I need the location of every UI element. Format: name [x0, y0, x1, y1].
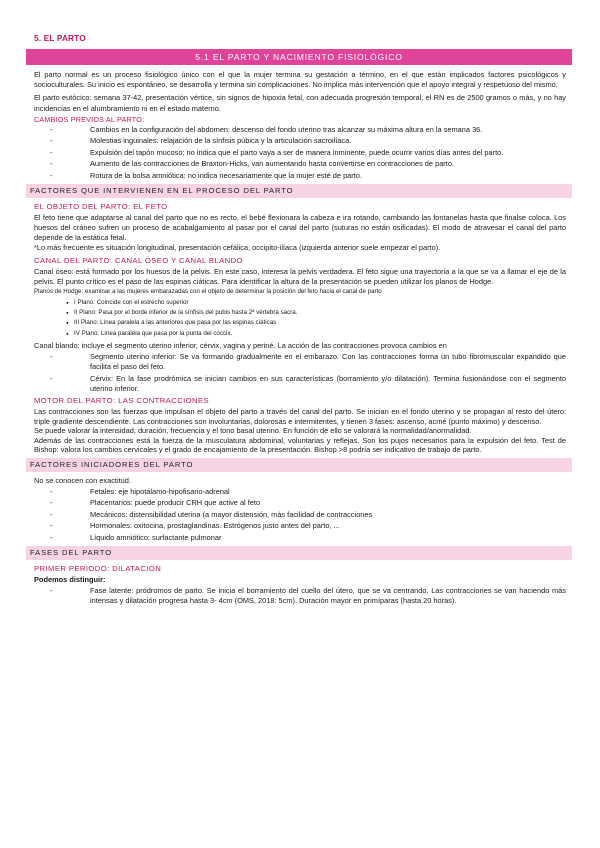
- section-heading: 5. EL PARTO: [34, 34, 86, 43]
- iniciadores-list: [34, 487, 566, 543]
- iniciadores-intro: No se conocen con exactitud.: [34, 475, 131, 485]
- list-item: - Expulsión del tapón mucoso; no indica que el parto vaya a ser de manera inminente, puede ocurrir varios días antes del parto.: [34, 148, 566, 158]
- list-item: - Molestias inguinales: relajación de la sínfisis púbica y la articulación sacroilíaca.: [34, 136, 566, 146]
- motor-title: MOTOR DEL PARTO: LAS CONTRACCIONES: [34, 395, 210, 405]
- list-item: - Aumento de las contracciones de Braxton-Hicks, van aumentando hasta convertirse en contracciones de parto.: [34, 159, 566, 169]
- list-item: ● II Plano: Pasa por el borde inferior de la sínfisis del pubis hasta 2ª vértebra sacra.: [34, 308, 566, 318]
- list-item: - Cérvix: En la fase prodrómica se inician cambios en sus características (borramiento y/o dilatación). Termina fusionándose con el segmento uterino inferior.: [34, 374, 566, 394]
- eutocico-paragraph: El parto eutócico: semana 37-42, presentación vértice, sin signos de hipoxia fetal, con adecuada progresión temporal, el RN es de 2500 gramos o más, y no hay incidencias en el alumbramiento ni en el estado materno.: [34, 93, 566, 113]
- objeto-title: EL OBJETO DEL PARTO: EL FETO: [34, 201, 168, 211]
- list-item: ● I Plano: Coincide con el estrecho superior: [34, 298, 566, 308]
- list-item: - Segmento uterino inferior: Se va formando gradualmente en el embarazo. Con las contracciones forma un tubo fibromuscular expandido que facilita el paso del feto.: [34, 352, 566, 372]
- cambios-list: [34, 125, 566, 181]
- list-item: ● IV Plano: Línea paralela que pasa por la punta del cóccix.: [34, 329, 566, 339]
- hodge-list: [34, 298, 566, 340]
- canal-oseo-paragraph: Canal óseo: está formado por los huesos de la pelvis. En este caso, interesa la pelvis verdadera. El feto sigue una trayectoria a la que se va a llamar el eje de la pelvis. El punto crítico es el paso de las espinas ciáticas. Para identificar la altura de la presentación se pueden utilizar los planos de Hodge.: [34, 266, 566, 286]
- section-banner: 5.1 EL PARTO Y NACIMIENTO FISIOLÓGICO: [26, 49, 572, 65]
- objeto-paragraph: El feto tiene que adaptarse al canal del parto que no es recto, el bebé flexionara la cabeza e ira rotando, cambiando las fontanelas hasta que finalse coloca. Los huesos del cráneo sufren un proceso de acabalgamiento al pasar por el canal del parto (suturas no están osificadas). El modo de atravesar el canal del parto depende de la estática fetal.: [34, 212, 566, 243]
- motor-paragraph-2: Se puede valorar la intensidad, duración, frecuencia y el tono basal uterino. En función de ello se valorará la normalidad/anormalidad.: [34, 426, 472, 436]
- motor-paragraph-1: Las contracciones son las fuerzas que impulsan el objeto del parto a través del canal del parto. Se inician en el fondo uterino y se propagan al resto del útero: triple gradiente descendiente. Las contracciones son involuntarias, dolorosas e intermitentes, y tienen 3 fases: ascenso, acmé (punto máximo) y descenso.: [34, 406, 566, 426]
- list-item: - Fetales: eje hipotálamo-hipofisario-adrenal: [34, 487, 566, 497]
- intro-paragraph: El parto normal es un proceso fisiológico único con el que la mujer termina su gestación a término, en el que están implicados factores psicológicos y socioculturales. Su inicio es espontáneo, se desarrolla y termina sin complicaciones. No implica más intervención que el apoyo integral y respetuoso del mismo.: [34, 70, 566, 90]
- motor-paragraph-3: Además de las contracciones está la fuerza de la musculatura abdominal, voluntarias y reflejas. Son los pujos necesarios para la expulsión del feto. Test de Bishop: valora los cambios cervicales y el grado de encajamiento de la presentación. Bishop >8 podría ser indicativo de trabajo de parto.: [34, 435, 566, 455]
- list-item: - Placentarios: puede producir CRH que active al feto: [34, 498, 566, 508]
- primer-periodo-title: PRIMER PERIODO: DILATACIÓN: [34, 563, 162, 573]
- hodge-intro: Planos de Hodge: examinar a las mujeres embarazadas con el objeto de determinar la posición del feto hacia el canal de parto: [34, 288, 382, 296]
- objeto-note: *Lo más frecuente es situación longitudinal, presentación cefálica, occipito-ilíaca (izquierda anterior suele empezar el parto).: [34, 243, 441, 253]
- cambios-title: CAMBIOS PREVIOS AL PARTO:: [34, 114, 145, 124]
- canal-blando-paragraph: Canal blando: incluye el segmento uterino inferior, cérvix, vagina y periné. La acción de las contracciones provoca cambios en: [34, 341, 447, 351]
- list-item: - Cambios en la configuración del abdomen: descenso del fondo uterino tras alcanzar su máxima altura en la semana 36.: [34, 125, 566, 135]
- list-item: - Rotura de la bolsa amniótica: no indica necesariamente que la mujer esté de parto.: [34, 171, 566, 181]
- list-item: - Fase latente: pródromos de parto. Se inicia el borramiento del cuello del útero, que se va centrando. Las contracciones se van haciendo más intensas y dilatación progresa hasta 3- 4cm (OMS, 2018: 5cm). Duración mayor en primíparas (hasta 20 horas).: [34, 586, 566, 606]
- list-item: - Líquido amniótico: surfactante pulmonar: [34, 533, 566, 543]
- list-item: ● III Plano: Línea paralela a las anteriores que pasa por las espinas ciáticas: [34, 318, 566, 328]
- list-item: - Mecánicos: distensibilidad uterina (a mayor distensión, más facilidad de contracciones: [34, 510, 566, 520]
- podemos-label: Podemos distinguir:: [34, 574, 106, 584]
- fases-list: [34, 586, 566, 606]
- iniciadores-section-bar: FACTORES INICIADORES DEL PARTO: [26, 458, 572, 472]
- canal-title: CANAL DEL PARTO: CANAL ÓSEO Y CANAL BLANDO: [34, 255, 243, 265]
- canal-blando-list: [34, 352, 566, 394]
- factores-section-bar: FACTORES QUE INTERVIENEN EN EL PROCESO DEL PARTO: [26, 184, 572, 198]
- list-item: - Hormonales: oxitocina, prostaglandinas. Estrógenos justo antes del parto, ...: [34, 521, 566, 531]
- fases-section-bar: FASES DEL PARTO: [26, 546, 572, 560]
